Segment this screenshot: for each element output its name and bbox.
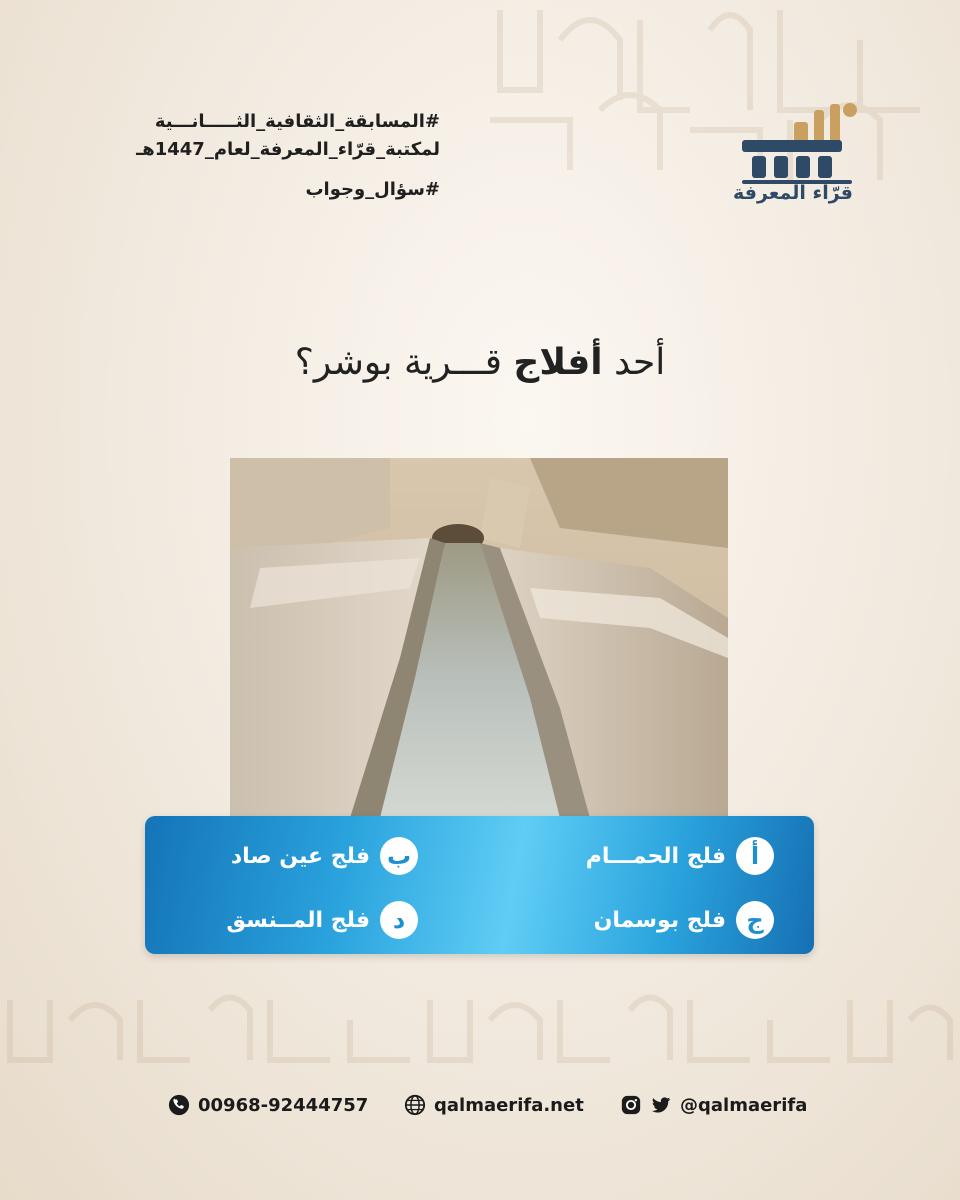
answer-option-b[interactable] (231, 836, 418, 876)
answers-panel (145, 816, 814, 954)
question-part2: قـــرية بوشر؟ (294, 342, 514, 383)
twitter-icon (650, 1094, 672, 1116)
option-letter-a: أ (736, 837, 774, 875)
instagram-icon (620, 1094, 642, 1116)
option-text-c: فلج بوسمان (593, 907, 726, 933)
footer-website[interactable] (404, 1090, 584, 1120)
option-letter-b: ب (380, 837, 418, 875)
footer-social[interactable] (620, 1090, 807, 1120)
quiz-question (180, 338, 780, 388)
option-letter-c: ج (736, 901, 774, 939)
decorative-pattern-bottom (0, 990, 960, 1070)
globe-icon (404, 1094, 426, 1116)
option-letter-d: د (380, 901, 418, 939)
question-part1: أحد (602, 342, 666, 383)
answer-option-c[interactable] (594, 900, 774, 940)
option-text-b: فلج عين صاد (230, 843, 370, 869)
social-handle: @qalmaerifa (680, 1094, 808, 1116)
falaj-channel-photo (230, 458, 728, 818)
answer-option-d[interactable] (226, 900, 418, 940)
hashtag-competition[interactable]: #المسابقة_الثقافية_الثـــــانـــية (154, 111, 440, 132)
brand-caption: قرّاء المعرفة (733, 182, 853, 204)
phone-number: 00968-92444757 (198, 1094, 369, 1116)
question-bold: أفلاج (513, 342, 603, 383)
hashtag-qa[interactable]: #سؤال_وجواب (305, 179, 440, 200)
hashtag-block (80, 108, 440, 204)
option-text-a: فلج الحمـــام (585, 843, 726, 869)
option-text-d: فلج المــنسق (226, 907, 370, 933)
hashtag-library: لمكتبة_قرّاء_المعرفة_لعام_1447هـ (136, 139, 440, 160)
answer-option-a[interactable] (586, 836, 774, 876)
footer-phone[interactable] (168, 1090, 368, 1120)
website-url: qalmaerifa.net (434, 1094, 584, 1116)
phone-icon (168, 1094, 190, 1116)
